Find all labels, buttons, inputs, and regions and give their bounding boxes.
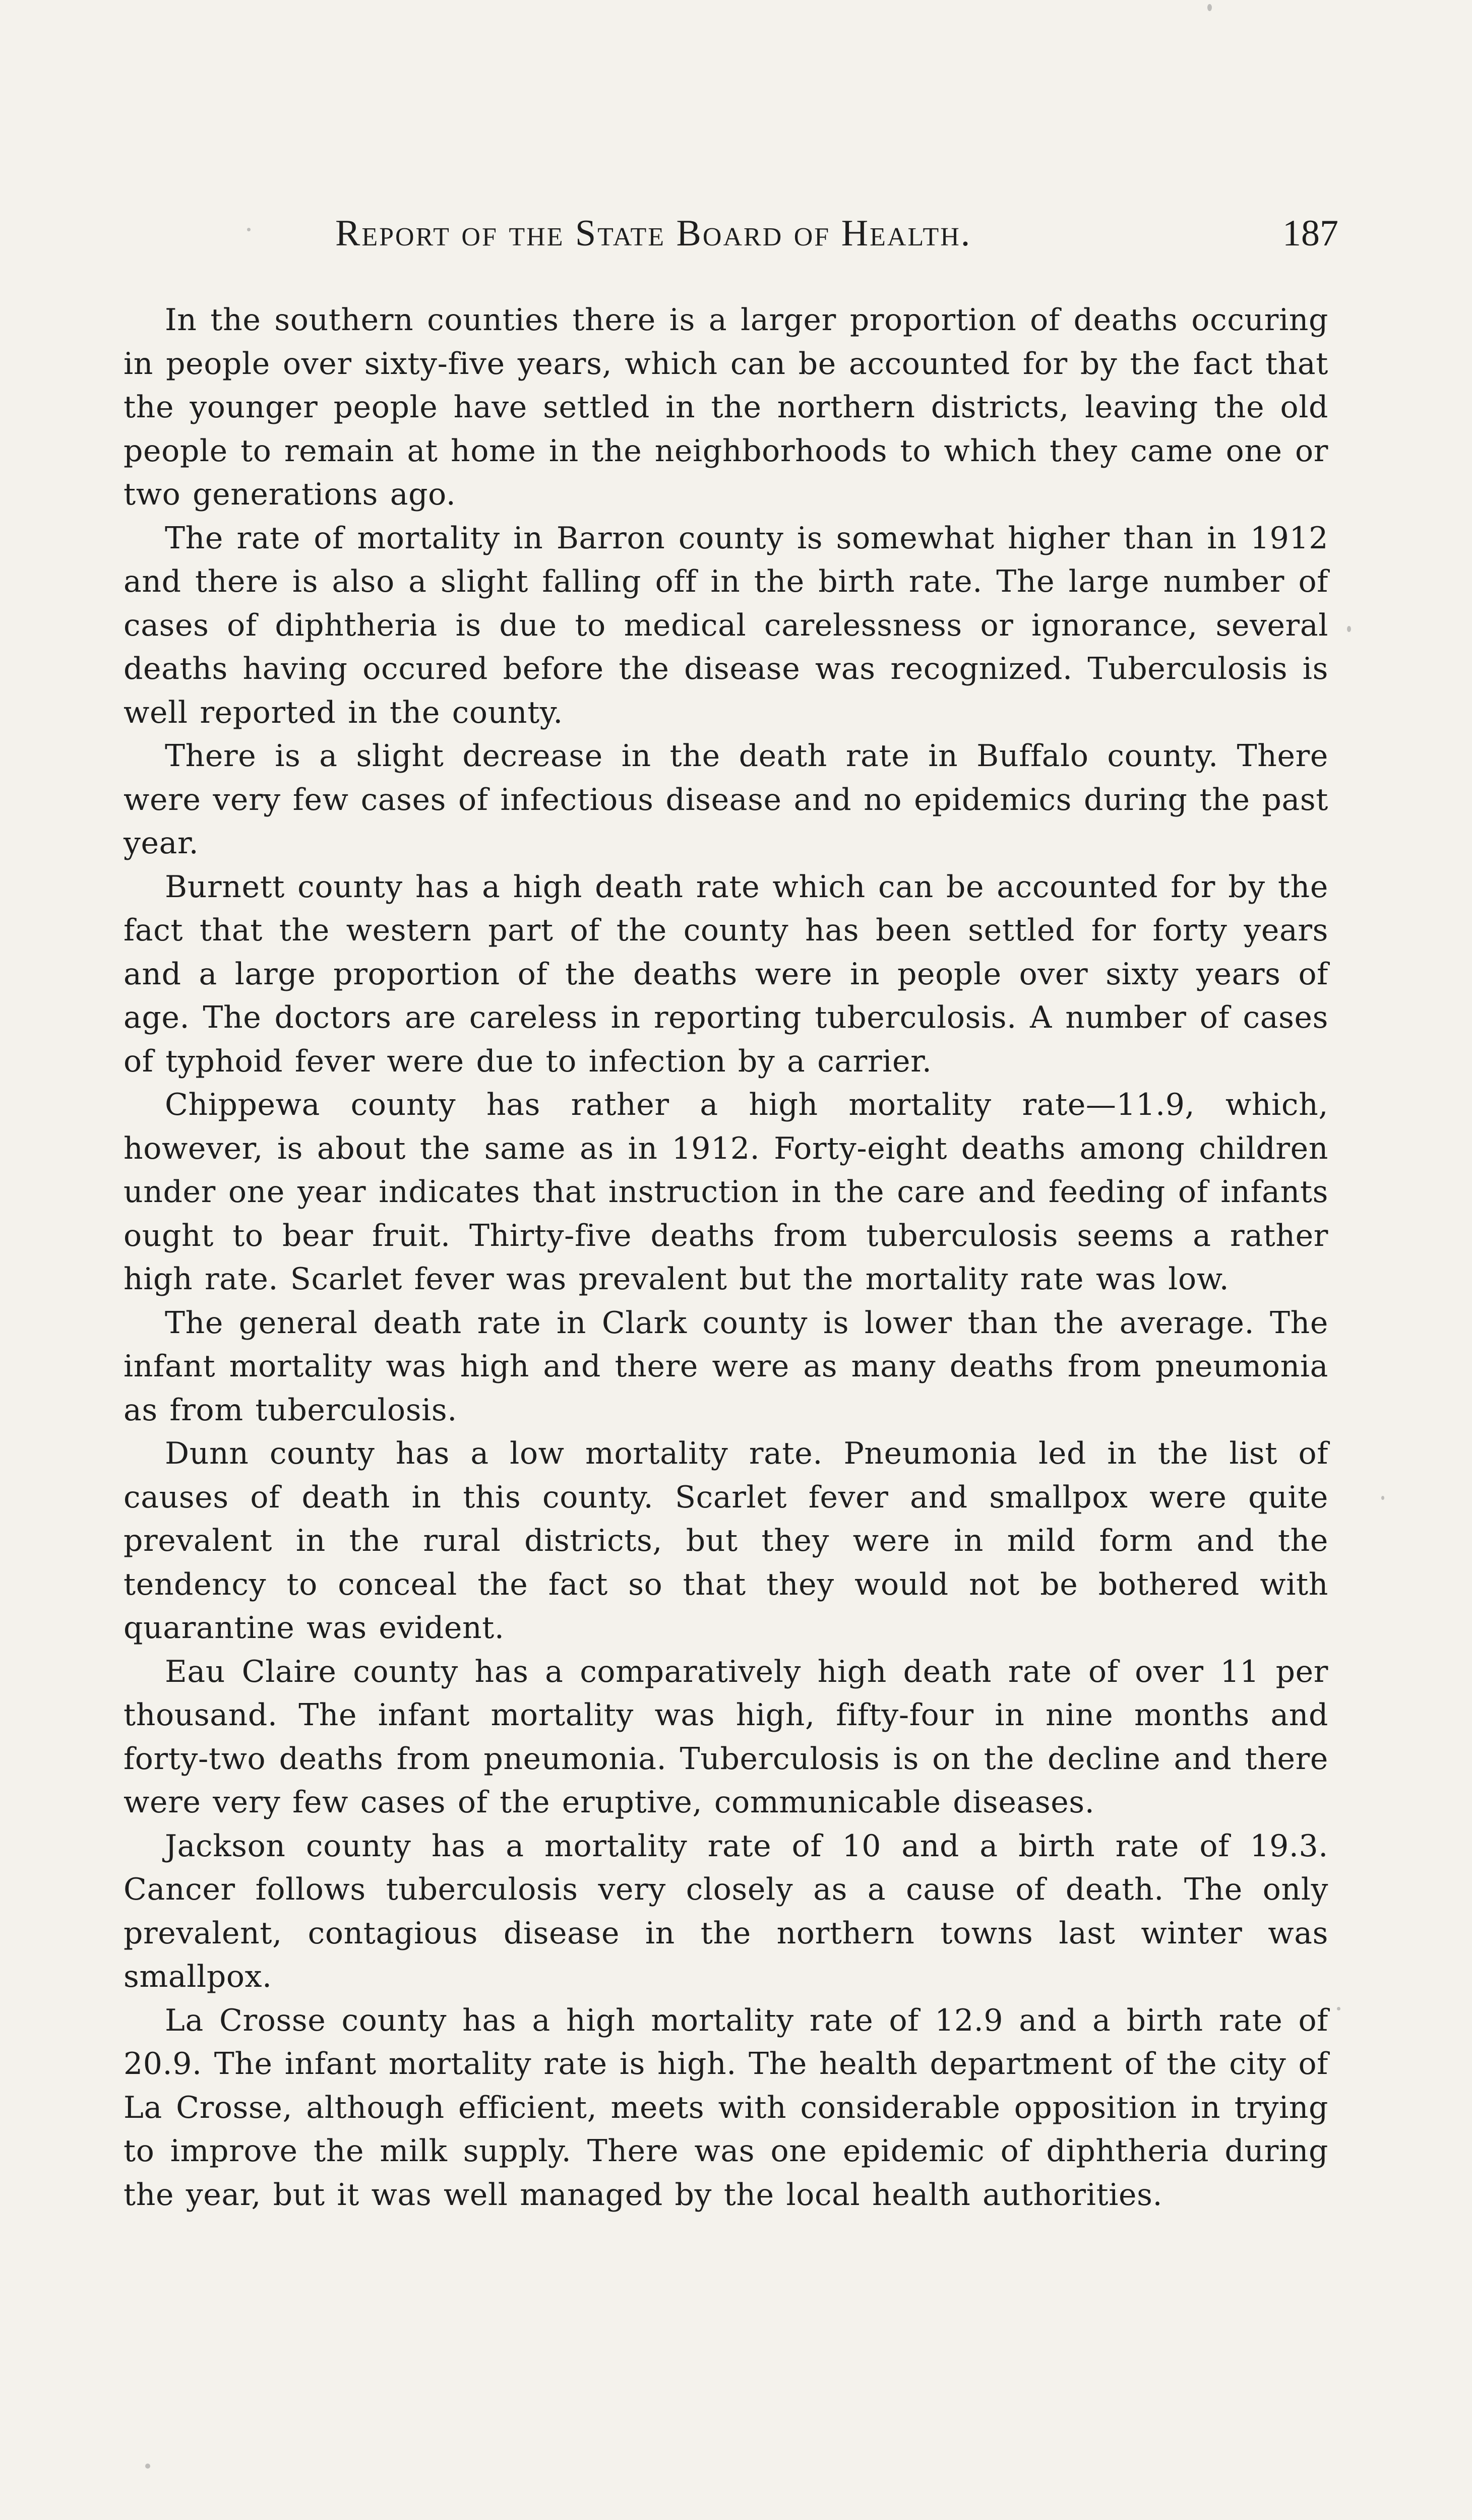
print-speck [1381, 1496, 1384, 1500]
paragraph-clark-county: The general death rate in Clark county is lower than the average. The infant mortality was high and there were as many deaths from pneumonia as from tuberculosis. [124, 1305, 1328, 1428]
print-speck [247, 228, 251, 231]
paragraph-chippewa-county: Chippewa county has rather a high mortality rate—11.9, which, however, is about the same as in 1912. Forty-eight deaths among children under one year indicates that instruction in the care and feeding of infants ought to bear fruit. Thirty-five deaths from tuberculosis seems a rather high rate. Scarlet fever was prevalent but the mortality rate was low. [124, 1087, 1328, 1297]
paragraph-eau-claire-county: Eau Claire county has a comparatively high death rate of over 11 per thousand. The infant mortality was high, fifty-four in nine months and forty-two deaths from pneumonia. Tuberculosis is on the decline and there were very few cases of the eruptive, communicable diseases. [124, 1654, 1328, 1820]
paragraph-buffalo-county: There is a slight decrease in the death rate in Buffalo county. There were very few cases of infectious disease and no epidemics during the past year. [124, 738, 1328, 861]
paragraph-burnett-county: Burnett county has a high death rate which can be accounted for by the fact that the western part of the county has been settled for forty years and a large proportion of the deaths were in people over sixty years of age. The doctors are careless in reporting tuberculosis. A number of cases of typhoid fever were due to infection by a carrier. [124, 869, 1328, 1079]
print-speck [1207, 4, 1212, 11]
print-speck [1337, 2007, 1340, 2010]
paragraph-barron-county: The rate of mortality in Barron county is somewhat higher than in 1912 and there is also a slight falling off in the birth rate. The large number of cases of diphtheria is due to medical carelessness or ignorance, several deaths having occured before the disease was recognized. Tuberculosis is well reported in the county. [124, 520, 1328, 730]
print-speck [145, 2464, 150, 2469]
paragraph-jackson-county: Jackson county has a mortality rate of 10 and a birth rate of 19.3. Cancer follows tuberculosis very closely as a cause of death. The only prevalent, contagious disease in the northern towns last winter was smallpox. [124, 1828, 1328, 1994]
paragraph-southern-counties: In the southern counties there is a larger proportion of deaths occuring in people over sixty-five years, which can be accounted for by the fact that the younger people have settled in the northern districts, leaving the old people to remain at home in the neighborhoods to which they came one or two generations ago. [124, 302, 1328, 512]
print-speck [1347, 626, 1351, 632]
running-title: Report of the State Board of Health. [335, 213, 972, 254]
paragraph-dunn-county: Dunn county has a low mortality rate. Pneumonia led in the list of causes of death in this county. Scarlet fever and smallpox were quite prevalent in the rural districts, but they were in mild form and the tendency to conceal the fact so that they would not be bothered with quarantine was evident. [124, 1436, 1328, 1646]
page-number: 187 [1282, 213, 1338, 254]
body-text [124, 298, 1328, 2217]
paragraph-la-crosse-county: La Crosse county has a high mortality rate of 12.9 and a birth rate of 20.9. The infant mortality rate is high. The health department of the city of La Crosse, although efficient, meets with considerable opposition in trying to improve the milk supply. There was one epidemic of diphtheria during the year, but it was well managed by the local health authorities. [124, 2002, 1328, 2213]
running-header [124, 211, 1338, 256]
